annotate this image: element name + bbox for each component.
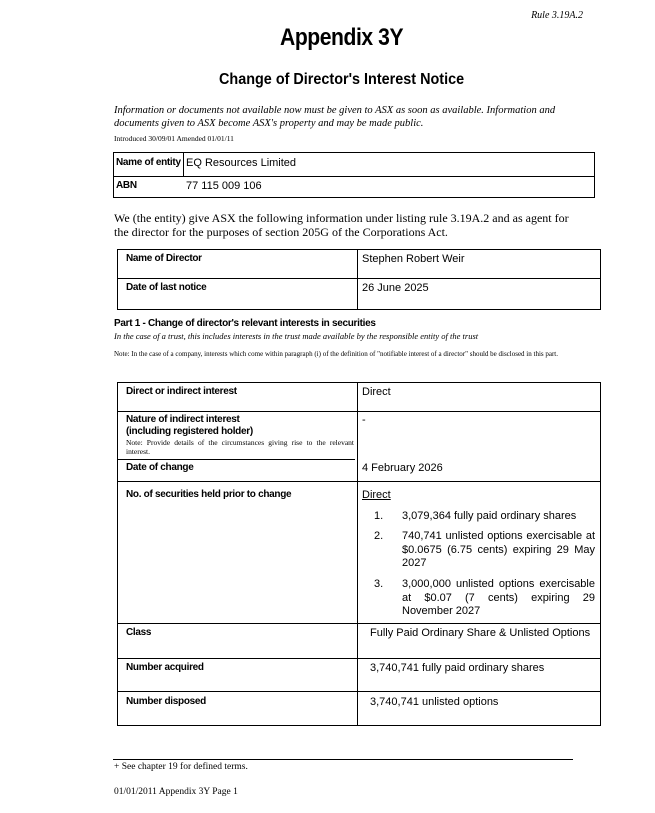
- divider: [118, 623, 600, 624]
- introduced-date: Introduced 30/09/01 Amended 01/01/11: [114, 134, 234, 143]
- list-item-number: 2.: [374, 530, 384, 542]
- acquired-value: 3,740,741 fully paid ordinary shares: [370, 662, 545, 674]
- page-subtitle: Change of Director's Interest Notice: [219, 71, 465, 88]
- date-change-label: Date of change: [126, 462, 194, 473]
- page-title: Appendix 3Y: [280, 24, 404, 51]
- disposed-label: Number disposed: [126, 696, 206, 707]
- date-change-value: 4 February 2026: [362, 462, 443, 474]
- nature-label: Nature of indirect interest: [126, 414, 240, 425]
- list-item-text: 3,079,364 fully paid ordinary shares: [402, 510, 577, 522]
- abn-label: ABN: [116, 180, 137, 191]
- nature-label-sub: (including registered holder): [126, 426, 253, 437]
- entity-name-label: Name of entity: [116, 157, 181, 168]
- list-item-text: 740,741 unlisted options exercisable at $0.0675 (6.75 cents) expiring 29 May 2027: [402, 530, 595, 569]
- divider: [118, 459, 355, 460]
- entity-table: [113, 152, 595, 198]
- divider: [183, 153, 184, 176]
- acquired-label: Number acquired: [126, 662, 204, 673]
- footer-see-chapter: + See chapter 19 for defined terms.: [114, 762, 248, 772]
- divider: [357, 250, 358, 309]
- class-label: Class: [126, 627, 152, 638]
- divider: [118, 411, 600, 412]
- abn-value: 77 115 009 106: [186, 180, 262, 192]
- abn-row: [114, 176, 594, 199]
- director-name-label: Name of Director: [126, 253, 202, 264]
- divider: [118, 278, 600, 279]
- rule-reference: Rule 3.19A.2: [531, 10, 583, 21]
- footer-page-info: 01/01/2011 Appendix 3Y Page 1: [114, 787, 238, 797]
- list-item-number: 3.: [374, 578, 384, 590]
- prior-holdings-heading: Direct: [362, 489, 391, 501]
- part1-note: Note: In the case of a company, interests which come within paragraph (i) of the definition of "notifiable interest of a director" should be disclosed in this part.: [114, 350, 558, 358]
- direct-indirect-label: Direct or indirect interest: [126, 386, 237, 397]
- entity-name-value: EQ Resources Limited: [186, 157, 297, 169]
- direct-indirect-value: Direct: [362, 386, 391, 398]
- entity-name-row: [114, 153, 594, 177]
- nature-note: Note: Provide details of the circumstances giving rise to the relevant interest.: [126, 438, 354, 456]
- last-notice-label: Date of last notice: [126, 282, 207, 293]
- class-value: Fully Paid Ordinary Share & Unlisted Options: [370, 627, 591, 639]
- divider: [118, 691, 600, 692]
- statement-paragraph: We (the entity) give ASX the following information under listing rule 3.19A.2 and as agent for the director for the purposes of section 205G of the Corporations Act.: [114, 211, 569, 239]
- director-table: [117, 249, 601, 310]
- interest-table: [117, 382, 601, 726]
- last-notice-value: 26 June 2025: [362, 282, 429, 294]
- prior-holdings-label: No. of securities held prior to change: [126, 489, 292, 500]
- footer-divider: [113, 759, 573, 760]
- nature-value: -: [362, 414, 366, 426]
- divider: [357, 383, 358, 725]
- divider: [118, 658, 600, 659]
- part1-heading: Part 1 - Change of director's relevant interests in securities: [114, 318, 376, 329]
- part1-subheading: In the case of a trust, this includes interests in the trust made available by the responsible entity of the trust: [114, 331, 479, 341]
- list-item-number: 1.: [374, 510, 384, 522]
- disposed-value: 3,740,741 unlisted options: [370, 696, 499, 708]
- info-text: Information or documents not available now must be given to ASX as soon as available. Information and documents given to ASX become ASX's property and may be made public.: [114, 105, 556, 129]
- list-item-text: 3,000,000 unlisted options exercisable at $0.07 (7 cents) expiring 29 November 2027: [402, 578, 595, 617]
- director-name-value: Stephen Robert Weir: [362, 253, 465, 265]
- divider: [118, 481, 600, 482]
